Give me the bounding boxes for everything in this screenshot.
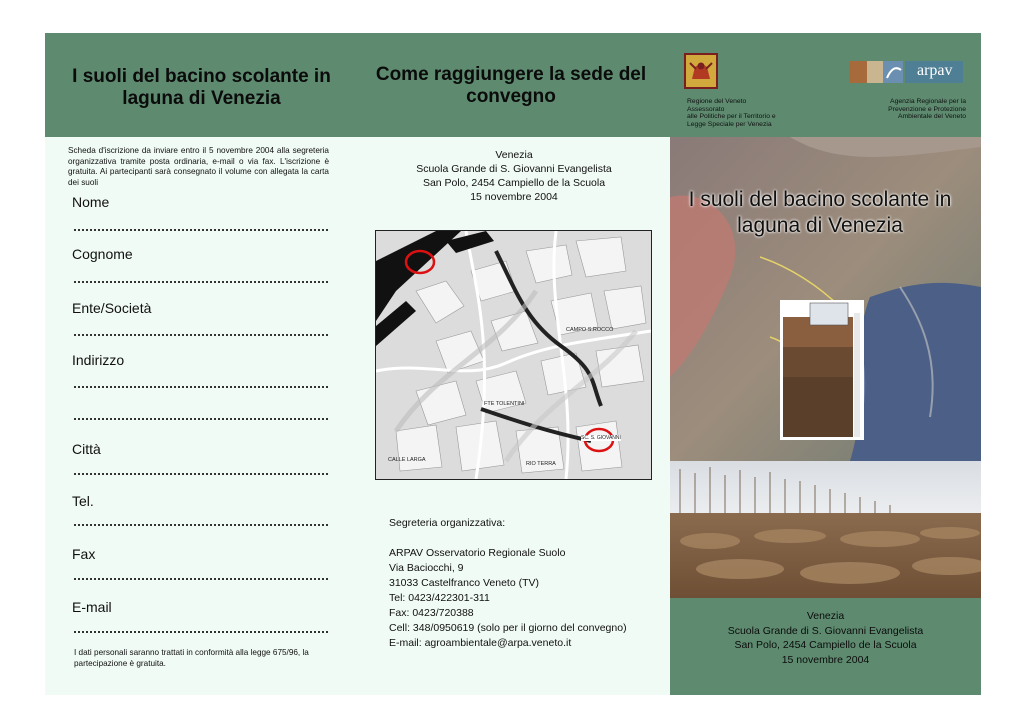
left-panel-title: I suoli del bacino scolante in laguna di Venezia [72,66,331,109]
arpav-logo-text: arpav [917,62,953,79]
map-label-tolentini: FTE TOLENTINI [484,401,525,407]
field-label-citta: Città [72,441,101,457]
venue-address: San Polo, 2454 Campiello de la Scuola [422,177,606,189]
contact-line-email[interactable]: E-mail: agroambientale@arpa.veneto.it [389,637,572,649]
field-label-email: E-mail [72,599,112,615]
footer-date: 15 novembre 2004 [781,653,870,666]
field-label-ente: Ente/Società [72,300,152,316]
contact-line-tel: Tel: 0423/422301-311 [389,592,490,604]
regione-veneto-text [687,98,776,128]
satellite-image [670,137,981,461]
arpav-line: Agenzia Regionale per la [890,98,966,105]
middle-panel-title: Come raggiungere la sede del convegno [375,64,647,107]
footer-venue: Scuola Grande di S. Giovanni Evangelista [727,624,924,637]
plowed-field-photo [670,461,981,598]
map-label-rio-terra: RIO TERRA [526,461,556,467]
venue-date: 15 novembre 2004 [470,191,558,203]
contact-line-name: ARPAV Osservatorio Regionale Suolo [389,547,566,559]
cover-title: I suoli del bacino scolante in laguna di Venezia [688,188,952,237]
field-line-indirizzo[interactable] [74,386,328,388]
contact-line-city: 31033 Castelfranco Veneto (TV) [389,577,540,589]
regione-line: alle Politiche per il Territorio e [687,113,776,121]
field-line-fax[interactable] [74,578,328,580]
regione-line: Legge Speciale per Venezia [687,120,772,128]
field-line-indirizzo-2[interactable] [74,418,328,420]
footer-address: San Polo, 2454 Campiello de la Scuola [734,639,917,651]
field-line-nome[interactable] [74,229,328,231]
field-line-tel[interactable] [74,524,328,526]
map-label-s-giovanni: SC. S. GIOVANNI [581,435,621,441]
arpav-contact-block [389,546,627,651]
registration-intro: Scheda d'iscrizione da inviare entro il 5 novembre 2004 alla segreteria organizzativa tramite posta ordinaria, e-mail o via fax. L'iscrizione è gratuita. Ai partecipanti sarà consegnato il volume con allegata la carta dei suoli [68,146,329,187]
contact-line-street: Via Baciocchi, 9 [389,562,464,574]
map-label-calle-larga: CALLE LARGA [388,457,426,463]
venice-street-map [375,230,652,480]
venue-block [380,148,648,204]
field-label-cognome: Cognome [72,246,133,262]
privacy-note: I dati personali saranno trattati in conformità alla legge 675/96, la partecipazione è gratuita. [74,648,309,668]
cover-footer-text [680,609,971,667]
contact-line-fax: Fax: 0423/720388 [389,607,474,619]
regione-veneto-lion-icon [684,53,718,89]
footer-city: Venezia [806,610,845,622]
field-label-nome: Nome [72,194,110,210]
field-line-cognome[interactable] [74,281,328,283]
field-label-tel: Tel. [72,493,94,509]
venue-city: Venezia [495,149,533,161]
contact-line-cell: Cell: 348/0950619 (solo per il giorno del convegno) [389,622,627,634]
arpav-line: Ambientale del Veneto [897,113,966,121]
segreteria-label: Segreteria organizzativa: [389,517,506,529]
map-label-s-rocco: CAMPO S.ROCCO [566,327,614,333]
field-line-email[interactable] [74,631,328,633]
arpav-agency-text [862,98,966,121]
regione-line: Assessorato [687,105,725,113]
field-label-indirizzo: Indirizzo [72,352,125,368]
arpav-line: Prevenzione e Protezione [888,105,966,113]
field-line-citta[interactable] [74,473,328,475]
field-label-fax: Fax [72,546,96,562]
regione-line: Regione del Veneto [687,98,747,105]
arpav-logo [849,60,963,84]
venue-name: Scuola Grande di S. Giovanni Evangelista [416,163,612,175]
field-line-ente[interactable] [74,334,328,336]
